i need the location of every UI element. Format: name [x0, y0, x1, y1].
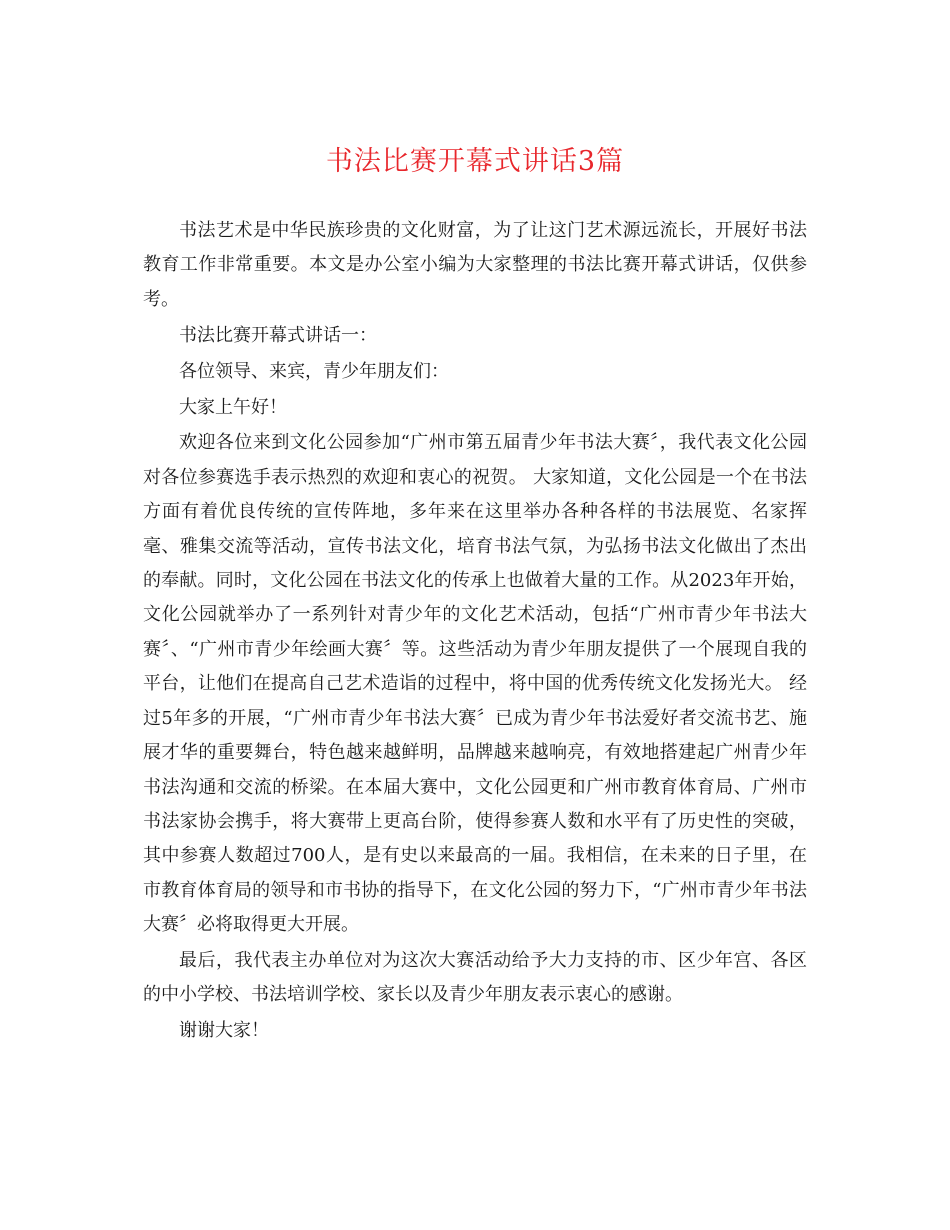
thanks-line: 谢谢大家！ [179, 1020, 269, 1042]
greeting: 大家上午好！ [179, 396, 287, 418]
intro-paragraph: 书法艺术是中华民族珍贵的文化财富，为了让这门艺术源远流长，开展好书法教育工作非常重要。本文是办公室小编为大家整理的书法比赛开幕式讲话，仅供参考。 [143, 220, 807, 310]
section-heading: 书法比赛开幕式讲话一： [179, 324, 377, 346]
main-paragraph: 欢迎各位来到文化公园参加“广州市第五届青少年书法大赛〞，我代表文化公园对各位参赛选手表示热烈的欢迎和衷心的祝贺。 大家知道，文化公园是一个在书法方面有着优良传统的宣传阵地，多年来在这里举办各种各样的书法展览、名家挥毫、雅集交流等活动，宣传书法文化，培育书法气氛，为弘扬书法文化做出了杰出的奉献。同时，文化公园在书法文化的传承上也做着大量的工作。从2023年开始，文化公园就举办了一系列针对青少年的文化艺术活动，包括“广州市青少年书法大赛〞、“广州市青少年绘画大赛〞等。这些活动为青少年朋友提供了一个展现自我的平台，让他们在提高自己艺术造诣的过程中，将中国的优秀传统文化发扬光大。 经过5年多的开展，“广州市青少年书法大赛〞已成为青少年书法爱好者交流书艺、施展才华的重要舞台，特色越来越鲜明，品牌越来越响亮，有效地搭建起广州青少年书法沟通和交流的桥梁。在本届大赛中，文化公园更和广州市教育体育局、广州市书法家协会携手，将大赛带上更高台阶，使得参赛人数和水平有了历史性的突破，其中参赛人数超过700人，是有史以来最高的一届。我相信，在未来的日子里，在市教育体育局的领导和市书协的指导下，在文化公园的努力下，“广州市青少年书法大赛〞必将取得更大开展。 [143, 432, 807, 936]
salutation: 各位领导、来宾，青少年朋友们： [179, 360, 449, 382]
document-body [143, 214, 807, 1050]
closing-paragraph: 最后，我代表主办单位对为这次大赛活动给予大力支持的市、区少年宫、各区的中小学校、书法培训学校、家长以及青少年朋友表示衷心的感谢。 [143, 950, 807, 1006]
document-title: 书法比赛开幕式讲话3篇 [325, 146, 625, 177]
